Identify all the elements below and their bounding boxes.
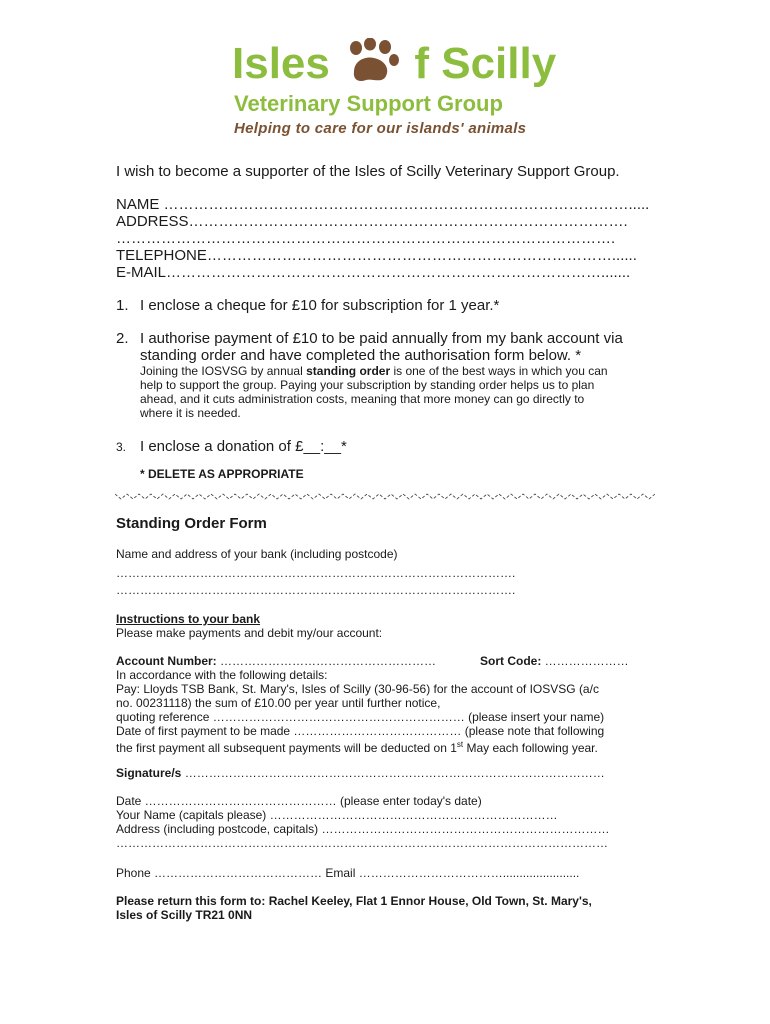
your-name-field[interactable]: Your Name (capitals please) ……………………………………………………………… bbox=[116, 808, 558, 822]
signature-label: Signature/s bbox=[116, 766, 182, 780]
name-field[interactable]: NAME …………………………………………………………………………………..... bbox=[116, 196, 650, 213]
logo-title bbox=[232, 38, 556, 89]
bank-field-line1[interactable]: ………………………………………………………………………………………. bbox=[116, 566, 516, 580]
instructions-heading: Instructions to your bank bbox=[116, 612, 261, 626]
standing-order-note-line1 bbox=[140, 364, 608, 378]
account-number-field[interactable] bbox=[116, 654, 436, 668]
logo-title-left: Isles bbox=[232, 39, 330, 88]
option-3-text: I enclose a donation of £__:__* bbox=[140, 438, 347, 455]
option-1-text: I enclose a cheque for £10 for subscription for 1 year.* bbox=[140, 297, 500, 314]
standing-order-note-line3: ahead, and it cuts administration costs, meaning that more money can go directly to bbox=[140, 392, 585, 406]
option-2-number: 2. bbox=[116, 330, 129, 347]
details-line2 bbox=[116, 682, 599, 696]
email-field[interactable]: E-MAIL……………………………………………………………………………....... bbox=[116, 264, 631, 281]
address-field-line2[interactable]: ………………………………………………………………………………………. bbox=[116, 230, 616, 247]
details-line6-a: the first payment all subsequent payments will be deducted on 1 bbox=[116, 741, 457, 755]
details-line1: In accordance with the following details: bbox=[116, 668, 328, 682]
phone-email-field[interactable]: Phone …………………………………… Email ………………………………....................... bbox=[116, 866, 580, 880]
details-line3: no. 00231118) the sum of £10.00 per year until further notice, bbox=[116, 696, 441, 710]
cut-line-divider bbox=[115, 491, 655, 501]
sort-code-field[interactable] bbox=[480, 654, 629, 668]
note-text-bold: standing order bbox=[306, 364, 391, 378]
date-field[interactable]: Date ………………………………………… (please enter today's date) bbox=[116, 794, 482, 808]
note-text-c: is one of the best ways in which you can bbox=[390, 364, 608, 378]
quoting-reference-field[interactable]: quoting reference ……………………………………………………… (please insert your name) bbox=[116, 710, 605, 724]
telephone-field[interactable]: TELEPHONE………………………………………………………………………...... bbox=[116, 247, 637, 264]
address-field[interactable]: ADDRESS……………………………………………………………………………. bbox=[116, 213, 628, 230]
sort-code-label: Sort Code: bbox=[480, 654, 542, 668]
standing-order-title: Standing Order Form bbox=[116, 515, 267, 532]
bank-label: Name and address of your bank (including postcode) bbox=[116, 547, 398, 561]
signature-dots: …………………………………………………………………………………………… bbox=[181, 766, 605, 780]
logo-subtitle: Veterinary Support Group bbox=[234, 91, 503, 116]
delete-note: * DELETE AS APPROPRIATE bbox=[140, 467, 304, 481]
return-address-line2: Isles of Scilly TR21 0NN bbox=[116, 908, 253, 922]
bank-field-line2[interactable]: ………………………………………………………………………………………. bbox=[116, 583, 516, 597]
standing-order-note-line2: help to support the group. Paying your subscription by standing order helps us to plan bbox=[140, 378, 595, 392]
details-line2-text: Pay: Lloyds TSB Bank, St. Mary's, Isles of Scilly (30-96-56) for the account of IOSVSG bbox=[116, 682, 576, 696]
details-line6-b: May each following year. bbox=[463, 741, 598, 755]
standing-order-note-line4: where it is needed. bbox=[140, 406, 241, 420]
details-line6 bbox=[116, 738, 598, 755]
signature-field[interactable] bbox=[116, 766, 605, 780]
details-line6-sup: st bbox=[456, 740, 464, 749]
account-number-dots: ……………………………………………… bbox=[216, 654, 437, 668]
return-address-line1: Please return this form to: Rachel Keeley, Flat 1 Ennor House, Old Town, St. Mary's, bbox=[116, 894, 592, 908]
details-line2-ref: (a/c bbox=[578, 682, 599, 696]
paw-print-icon bbox=[344, 38, 400, 84]
option-3-number: 3. bbox=[116, 440, 127, 454]
sort-code-dots: ………………… bbox=[541, 654, 629, 668]
address-capitals-field-line2[interactable]: …………………………………………………………………………………………………………… bbox=[116, 836, 608, 850]
logo-tagline: Helping to care for our islands' animals bbox=[234, 120, 527, 137]
intro-text: I wish to become a supporter of the Isles of Scilly Veterinary Support Group. bbox=[116, 163, 620, 180]
note-text-a: Joining the IOSVSG by annual bbox=[140, 364, 307, 378]
option-2-line1: I authorise payment of £10 to be paid annually from my bank account via bbox=[140, 330, 623, 347]
instructions-text: Please make payments and debit my/our account: bbox=[116, 626, 383, 640]
first-payment-date-field[interactable]: Date of first payment to be made …………………………………… (please note that following bbox=[116, 724, 605, 738]
address-capitals-field[interactable]: Address (including postcode, capitals) ……………………………………………………………… bbox=[116, 822, 610, 836]
logo-title-right: f Scilly bbox=[414, 39, 557, 88]
option-1-number: 1. bbox=[116, 297, 129, 314]
account-number-label: Account Number: bbox=[116, 654, 217, 668]
option-2-line2: standing order and have completed the authorisation form below. * bbox=[140, 347, 582, 364]
